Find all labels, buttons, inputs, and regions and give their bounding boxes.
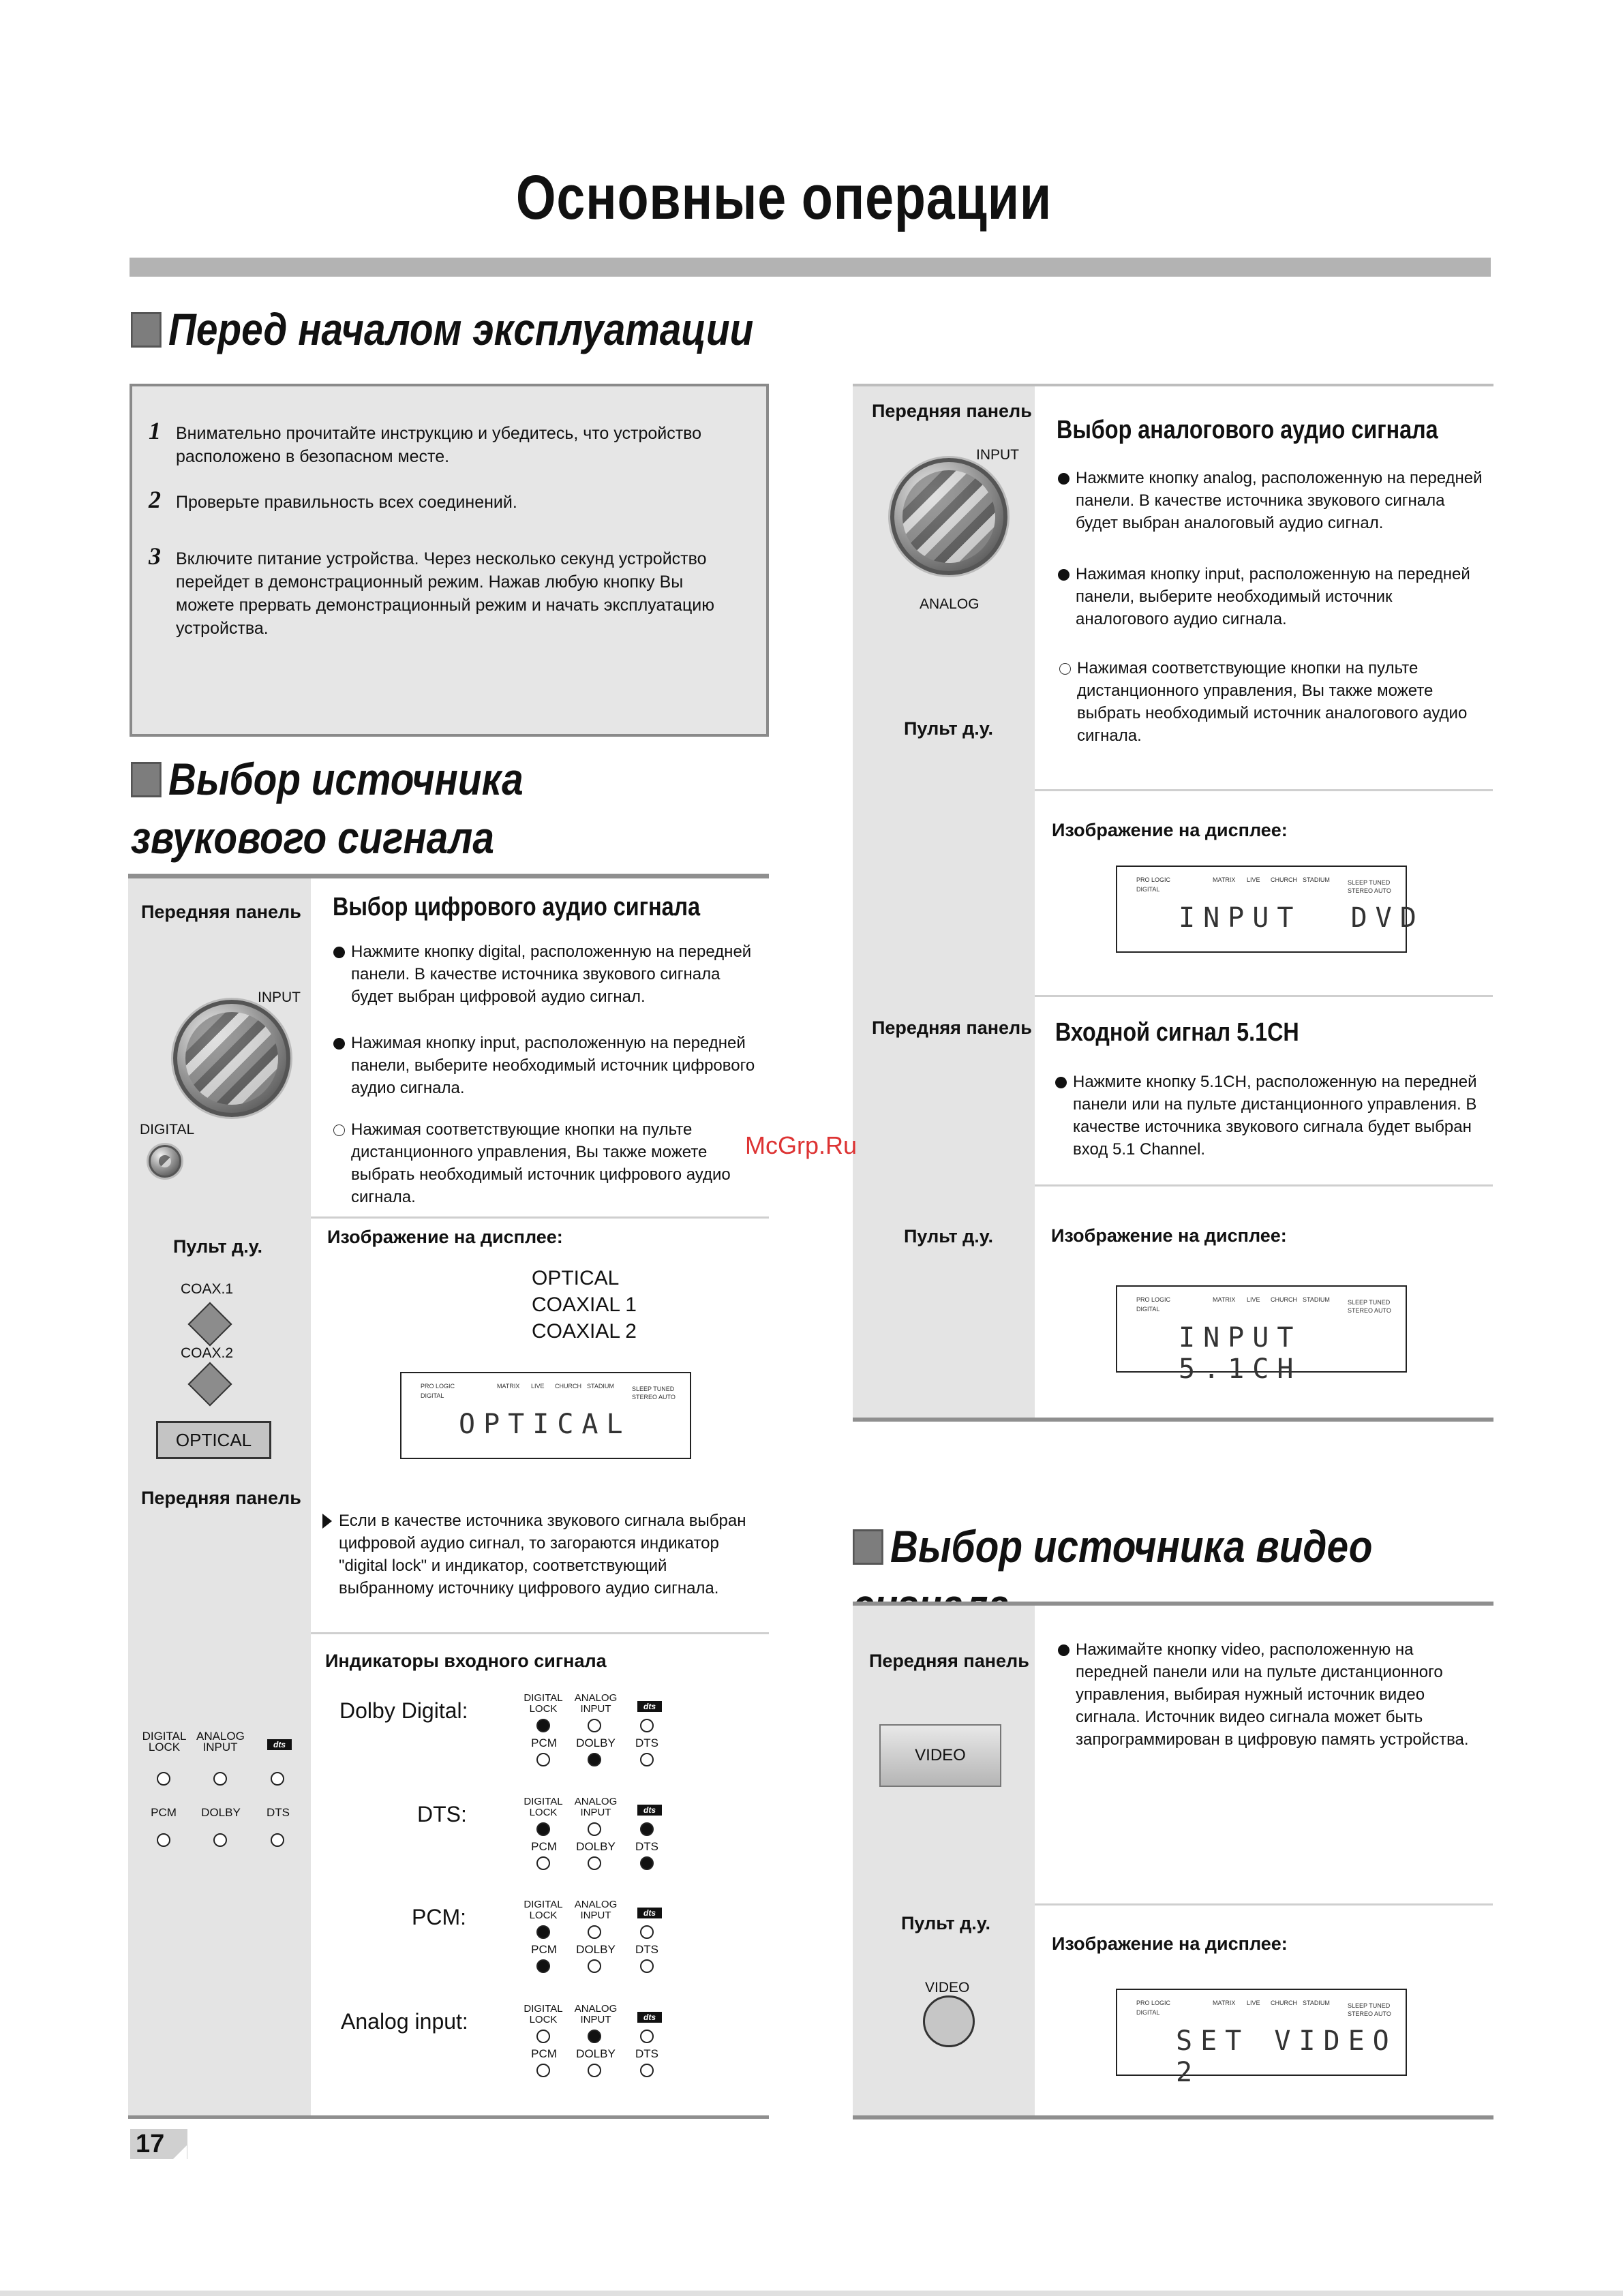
remote-label-analog: Пульт д.у.: [904, 718, 993, 739]
pro-logic-text: PRO LOGIC: [1136, 2000, 1171, 2006]
display-readout: INPUT 5.1CH: [1179, 1322, 1302, 1385]
indicator-row-name: Dolby Digital:: [339, 1698, 468, 1723]
lock-legend: DIGITAL LOCK: [524, 1796, 563, 1818]
digital-bullet-1: [351, 940, 760, 1008]
front-panel-label-video: Передняя панель: [869, 1651, 1029, 1671]
section-square-icon: [131, 312, 162, 348]
digital-title: Выбор цифрового аудио сигнала: [333, 893, 701, 921]
pro-logic-text: PRO LOGIC: [1136, 876, 1171, 883]
dolby-legend: DOLBY: [201, 1806, 241, 1819]
remote-label-51: Пульт д.у.: [904, 1226, 993, 1246]
front-panel-label-2: Передняя панель: [141, 1488, 301, 1508]
mode-text: STADIUM: [587, 1383, 614, 1390]
mode-text: CHURCH: [555, 1383, 581, 1390]
mode-text: STADIUM: [1303, 876, 1330, 883]
mode-text: LIVE: [1247, 2000, 1260, 2006]
dts-led: [640, 2064, 654, 2077]
lock-legend: DIGITAL LOCK: [524, 1692, 563, 1715]
lock-legend: DIGITAL LOCK: [524, 2003, 563, 2025]
pcm-led: [536, 1959, 550, 1973]
bullet-dot-icon: [1058, 473, 1070, 485]
bullet-dot-icon: [333, 1038, 345, 1050]
coax2-label: COAX.2: [181, 1345, 234, 1361]
section-end-rule: [853, 1418, 1493, 1422]
dts-led: [640, 1753, 654, 1766]
dolby-legend: DOLBY: [576, 1736, 616, 1749]
row-divider: [1035, 1903, 1493, 1905]
digital-text: DIGITAL: [421, 1392, 444, 1399]
mode-text: MATRIX: [1213, 876, 1236, 883]
video-button[interactable]: VIDEO: [879, 1724, 1001, 1787]
step-number: 1: [149, 417, 161, 444]
mode-text: STADIUM: [1303, 2000, 1330, 2006]
before-use-heading-text: Перед началом эксплуатации: [168, 304, 754, 354]
display-panel-51: [1116, 1285, 1407, 1385]
front-panel-label: Передняя панель: [141, 902, 301, 922]
input-knob[interactable]: [173, 1000, 290, 1117]
bullet-text: Нажимая кнопку input, расположенную на передней панели, выберите необходимый источник цифрового аудио сигнала.: [351, 1034, 755, 1097]
analog-knob-label: INPUT: [976, 447, 1019, 463]
analog-button-label: ANALOG: [920, 596, 980, 612]
row-divider: [1035, 789, 1493, 791]
bullet-text: Нажмите кнопку analog, расположенную на передней панели. В качестве источника звукового сигнала будет выбран аналоговый аудио сигнал.: [1076, 469, 1483, 532]
display-readout: INPUT DVD: [1179, 902, 1425, 934]
dolby-led: [588, 1753, 601, 1766]
dts-led: [271, 1833, 284, 1847]
remote-label: Пульт д.у.: [173, 1236, 262, 1257]
lock-led: [536, 1925, 550, 1939]
pcm-legend: PCM: [531, 1943, 557, 1956]
input-legend: ANALOG INPUT: [196, 1730, 245, 1754]
pcm-led: [536, 2064, 550, 2077]
section-end-rule: [128, 2115, 769, 2119]
pcm-led: [157, 1833, 170, 1847]
input-legend: ANALOG INPUT: [574, 1692, 618, 1715]
option-coaxial2: COAXIAL 2: [532, 1320, 637, 1343]
dts-logo-icon: dts: [637, 1908, 662, 1918]
input-legend: ANALOG INPUT: [574, 1899, 618, 1921]
dolby-legend: DOLBY: [576, 1943, 616, 1956]
dts-logo-led: [640, 1822, 654, 1836]
indicator-row-name: Analog input:: [341, 2009, 468, 2034]
page-corner-icon: [173, 2145, 187, 2159]
option-coaxial1: COAXIAL 1: [532, 1294, 637, 1316]
display-panel-optical: [400, 1372, 691, 1459]
lock-note-text: Если в качестве источника звукового сигнала выбран цифровой аудио сигнал, то загораются индикатор "digital lock" и индикатор, соответствующий выбранному источнику цифрового аудио сигнала.: [339, 1512, 746, 1597]
input-legend: ANALOG INPUT: [574, 1796, 618, 1818]
section-end-rule: [853, 2115, 1493, 2119]
step-2: [149, 486, 721, 514]
input-knob-label: INPUT: [258, 990, 301, 1005]
lock-led: [536, 1719, 550, 1732]
digital-bullet-3: [351, 1118, 760, 1208]
lock-legend: DIGITAL LOCK: [524, 1899, 563, 1921]
bullet-circle-icon: [1059, 663, 1071, 675]
status-text: SLEEP TUNED: [632, 1386, 675, 1392]
status-text: STEREO AUTO: [632, 1394, 676, 1400]
audio-source-heading: [131, 750, 706, 867]
video-heading-text: Выбор источника видео: [890, 1521, 1373, 1572]
status-text: SLEEP TUNED: [1348, 2002, 1391, 2009]
analog-bullet-1: [1076, 467, 1485, 534]
section-square-icon: [131, 762, 162, 797]
input-led: [588, 1719, 601, 1732]
section-square-icon: [853, 1529, 883, 1565]
video-bullet: [1076, 1638, 1485, 1751]
ch51-title: Входной сигнал 5.1CH: [1055, 1018, 1299, 1047]
dts-logo-led: [271, 1772, 284, 1786]
step-1: [149, 417, 721, 468]
mode-text: LIVE: [1247, 1296, 1260, 1303]
pcm-led: [536, 1753, 550, 1766]
bullet-dot-icon: [333, 947, 345, 958]
step-text: Внимательно прочитайте инструкцию и убедитесь, что устройство расположено в безопасном месте.: [176, 424, 702, 466]
input-led: [213, 1772, 227, 1786]
display-caption-51: Изображение на дисплее:: [1051, 1225, 1287, 1246]
mode-text: CHURCH: [1271, 876, 1297, 883]
front-panel-label-51: Передняя панель: [872, 1017, 1032, 1038]
indicator-left-panel-2: [128, 1474, 311, 2117]
indicators-title: Индикаторы входного сигнала: [325, 1651, 607, 1671]
bullet-dot-icon: [1058, 1644, 1070, 1656]
bullet-text: Нажимая соответствующие кнопки на пульте дистанционного управления, Вы также можете выбрать необходимый источник аналогового аудио сигнала.: [1077, 659, 1468, 745]
pcm-legend: PCM: [531, 2047, 557, 2060]
analog-input-knob[interactable]: [890, 458, 1007, 575]
dolby-led: [588, 1959, 601, 1973]
step-number: 3: [149, 542, 161, 570]
status-text: SLEEP TUNED: [1348, 1299, 1391, 1306]
analog-bullet-2: [1076, 563, 1485, 630]
row-divider: [311, 1632, 769, 1634]
lock-led: [157, 1772, 170, 1786]
display-caption-video: Изображение на дисплее:: [1052, 1933, 1288, 1954]
bullet-text: Нажимая соответствующие кнопки на пульте дистанционного управления, Вы также можете выбрать необходимый источник цифрового аудио сигнала.: [351, 1120, 731, 1206]
before-use-box: [130, 384, 769, 737]
pcm-legend: PCM: [531, 1840, 557, 1853]
pcm-legend: PCM: [151, 1806, 177, 1819]
dts-logo-icon: dts: [637, 1805, 662, 1816]
digital-text: DIGITAL: [1136, 886, 1160, 893]
dts-logo-icon: dts: [267, 1739, 292, 1750]
coax1-label: COAX.1: [181, 1281, 234, 1297]
mode-text: LIVE: [531, 1383, 545, 1390]
dts-legend: DTS: [267, 1806, 290, 1819]
row-divider: [1035, 995, 1493, 997]
pcm-legend: PCM: [531, 1736, 557, 1749]
bullet-text: Нажмите кнопку 5.1CH, расположенную на передней панели или на пульте дистанционного управления. В качестве источника звукового сигнала будет выбран вход 5.1 Channel.: [1073, 1073, 1477, 1159]
mode-text: CHURCH: [1271, 2000, 1297, 2006]
mode-text: LIVE: [1247, 876, 1260, 883]
bullet-dot-icon: [1058, 569, 1070, 581]
option-optical: OPTICAL: [532, 1267, 620, 1289]
display-panel-video: [1116, 1989, 1407, 2088]
video-remote-label: VIDEO: [925, 1980, 970, 1995]
analog-bullet-3: [1077, 657, 1493, 747]
row-divider: [1035, 1184, 1493, 1187]
step-text: Включите питание устройства. Через несколько секунд устройство перейдет в демонстрационный режим. Нажав любую кнопку Вы можете прервать демонстрационный режим и начать эксплуатацию устройства.: [176, 549, 714, 638]
digital-button-label: DIGITAL: [140, 1122, 195, 1137]
indicator-row-name: PCM:: [412, 1905, 466, 1929]
display-readout: SET VIDEO 2: [1176, 2025, 1397, 2088]
input-legend: ANALOG INPUT: [574, 2003, 618, 2025]
digital-button[interactable]: [149, 1145, 181, 1178]
dolby-legend: DOLBY: [576, 1840, 616, 1853]
input-led: [588, 1925, 601, 1939]
pro-logic-text: PRO LOGIC: [421, 1383, 455, 1390]
dts-legend: DTS: [635, 1840, 658, 1853]
display-caption-analog: Изображение на дисплее:: [1052, 820, 1288, 840]
dolby-legend: DOLBY: [576, 2047, 616, 2060]
pcm-led: [536, 1856, 550, 1870]
dts-legend: DTS: [635, 1943, 658, 1956]
input-led: [588, 1822, 601, 1836]
digital-text: DIGITAL: [1136, 2009, 1160, 2016]
title-rule: [130, 258, 1491, 277]
bullet-text: Нажимая кнопку input, расположенную на передней панели, выберите необходимый источник аналогового аудио сигнала.: [1076, 565, 1470, 628]
indicator-row-name: DTS:: [417, 1802, 467, 1826]
lock-legend: DIGITAL LOCK: [142, 1730, 187, 1754]
ch51-bullet: [1073, 1071, 1489, 1161]
status-text: STEREO AUTO: [1348, 887, 1391, 894]
dolby-led: [588, 2064, 601, 2077]
dolby-led: [213, 1833, 227, 1847]
optical-button[interactable]: OPTICAL: [156, 1421, 271, 1459]
footer-strip: [0, 2291, 1623, 2296]
watermark: McGrp.Ru: [745, 1131, 858, 1159]
optical-options: [532, 1265, 637, 1345]
lock-led: [536, 1822, 550, 1836]
row-divider: [311, 1216, 769, 1219]
step-3: [149, 542, 742, 640]
lock-led: [536, 2030, 550, 2043]
dts-logo-led: [640, 1719, 654, 1732]
mode-text: STADIUM: [1303, 1296, 1330, 1303]
status-text: STEREO AUTO: [1348, 1307, 1391, 1314]
mode-text: MATRIX: [1213, 1296, 1236, 1303]
digital-bullet-2: [351, 1032, 760, 1099]
section-rule: [128, 874, 769, 878]
dts-logo-icon: dts: [637, 1701, 662, 1712]
dts-led: [640, 1856, 654, 1870]
dts-logo-led: [640, 2030, 654, 2043]
digital-text: DIGITAL: [1136, 1306, 1160, 1313]
arrow-icon: [322, 1514, 332, 1529]
dts-legend: DTS: [635, 2047, 658, 2060]
display-panel-dvd: [1116, 866, 1425, 953]
status-text: STEREO AUTO: [1348, 2010, 1391, 2017]
video-remote-button[interactable]: [923, 1995, 975, 2047]
step-number: 2: [149, 486, 161, 513]
bullet-dot-icon: [1055, 1077, 1067, 1088]
bullet-circle-icon: [333, 1124, 345, 1136]
analog-title: Выбор аналогового аудио сигнала: [1057, 416, 1438, 444]
dts-logo-icon: dts: [637, 2012, 662, 2023]
display-caption: Изображение на дисплее:: [327, 1227, 563, 1247]
dolby-led: [588, 1856, 601, 1870]
display-readout: OPTICAL: [459, 1409, 631, 1440]
status-text: SLEEP TUNED: [1348, 879, 1391, 886]
lock-note: [339, 1510, 761, 1599]
mode-text: MATRIX: [1213, 2000, 1236, 2006]
page-title: Основные операции: [515, 163, 1052, 232]
dts-legend: DTS: [635, 1736, 658, 1749]
pro-logic-text: PRO LOGIC: [1136, 1296, 1171, 1303]
input-led: [588, 2030, 601, 2043]
front-panel-label-analog: Передняя панель: [872, 401, 1032, 421]
before-use-heading: [131, 300, 753, 358]
dts-led: [640, 1959, 654, 1973]
dts-logo-led: [640, 1925, 654, 1939]
bullet-text: Нажмите кнопку digital, расположенную на передней панели. В качестве источника звукового сигнала будет выбран цифровой аудио сигнал.: [351, 943, 752, 1006]
mode-text: CHURCH: [1271, 1296, 1297, 1303]
step-text: Проверьте правильность всех соединений.: [176, 493, 517, 512]
page-number: 17: [130, 2129, 187, 2159]
remote-label-video: Пульт д.у.: [901, 1913, 990, 1933]
audio-source-heading-text: Выбор источника звукового сигнала: [131, 754, 524, 863]
bullet-text: Нажимайте кнопку video, расположенную на передней панели или на пульте дистанционного управления, выбирая нужный источник видео сигнала. Источник видео сигнала может быть запрограммирован в цифровую память устройства.: [1076, 1640, 1469, 1749]
mode-text: MATRIX: [497, 1383, 520, 1390]
